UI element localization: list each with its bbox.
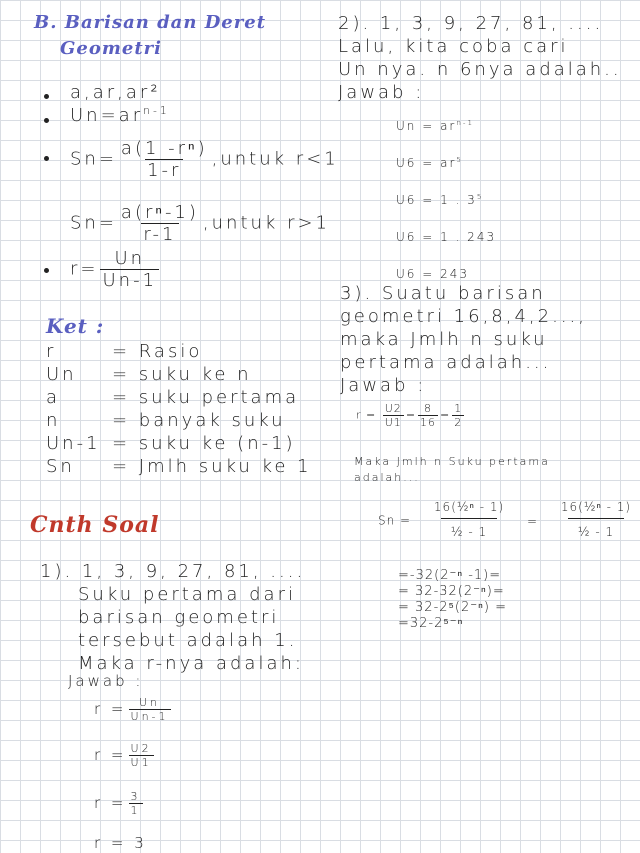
question-3: 3). Suatu barisan geometri 16,8,4,2..., maka Jmlh n suku pertama adalah... Jawab :	[340, 283, 587, 396]
answer-label: Jawab :	[68, 672, 144, 690]
q1-step-4: r = 3	[94, 834, 147, 852]
ket-row: Sn = Jmlh suku ke 1	[46, 456, 312, 477]
ket-row: n = banyak suku	[46, 410, 286, 431]
formula-un: $Un=ar^{n-1}$	[70, 104, 170, 126]
bullet	[44, 94, 49, 99]
formula-ratio: r= $\frac{Un}{Un-1}$	[70, 248, 158, 291]
formula-sn-r-less-1: Sn= $\frac{\text{a(1 -rⁿ)}}{1-r}$ ,untuk r<1	[70, 138, 339, 181]
ket-title: Ket :	[46, 314, 105, 338]
ket-row: Un = suku ke n	[46, 364, 252, 385]
formula-sn-r-greater-1: Sn= $\frac{\text{a(rⁿ-1)}}{r-1}$ ,untuk r>1	[70, 202, 331, 245]
ket-row: r = Rasio	[46, 341, 203, 362]
section-title-line2: Geometri	[60, 38, 162, 59]
q3-ratio: r = $\frac{U2}{U1}$ = $\frac{8}{16}$ = $\frac{1}{2}$	[356, 402, 463, 429]
question-1: 1). 1, 3, 9, 27, 81, .... Suku pertama dari barisan geometri tersebut adalah 1. Maka r-nya adalah:	[40, 561, 306, 674]
ket-row: Un-1 = suku ke (n-1)	[46, 433, 296, 454]
bullet	[44, 118, 49, 123]
examples-title: Cnth Soal	[30, 512, 160, 538]
q1-step-3: r = $\frac{3}{1}$	[94, 790, 141, 817]
q2-step: U6 = 243	[396, 267, 470, 281]
q2-steps	[396, 106, 496, 291]
question-2: 2). 1, 3, 9, 27, 81, .... Lalu, kita coba cari Un nya. n 6nya adalah.. Jawab :	[338, 13, 622, 103]
q1-step-1: r = $\frac{Un}{Un-1}$	[94, 696, 169, 723]
q2-step: $U6 = ar^5$	[396, 155, 463, 170]
q3-result: =-32(2⁻ⁿ -1)= = 32-32(2⁻ⁿ)= = 32-2⁵(2⁻ⁿ) = =32-2⁵⁻ⁿ	[398, 568, 507, 631]
formula-sequence: a,ar,ar²	[70, 82, 161, 103]
bullet	[44, 156, 49, 161]
q3-sum-formula: Sn = $\frac{\text{16(½ⁿ - 1)}}{\text{½ - 1}}$ = $\frac{\text{16(½ⁿ - 1)}}{\text{½ - 1}}$	[378, 496, 640, 545]
section-title: B. Barisan dan Deret	[34, 12, 267, 33]
bullet	[44, 268, 49, 273]
ket-list	[46, 340, 312, 478]
q2-step: U6 = 1 . 243	[396, 230, 497, 244]
ket-row: a = suku pertama	[46, 387, 300, 408]
q2-step: $Un = ar^{n-1}$	[396, 118, 475, 133]
q1-step-2: r = $\frac{U2}{U1}$	[94, 742, 152, 769]
q2-step: U6 = 1 . $3^5$	[396, 192, 484, 207]
q3-note: Maka Jmlh n Suku pertama adalah...	[354, 455, 550, 484]
